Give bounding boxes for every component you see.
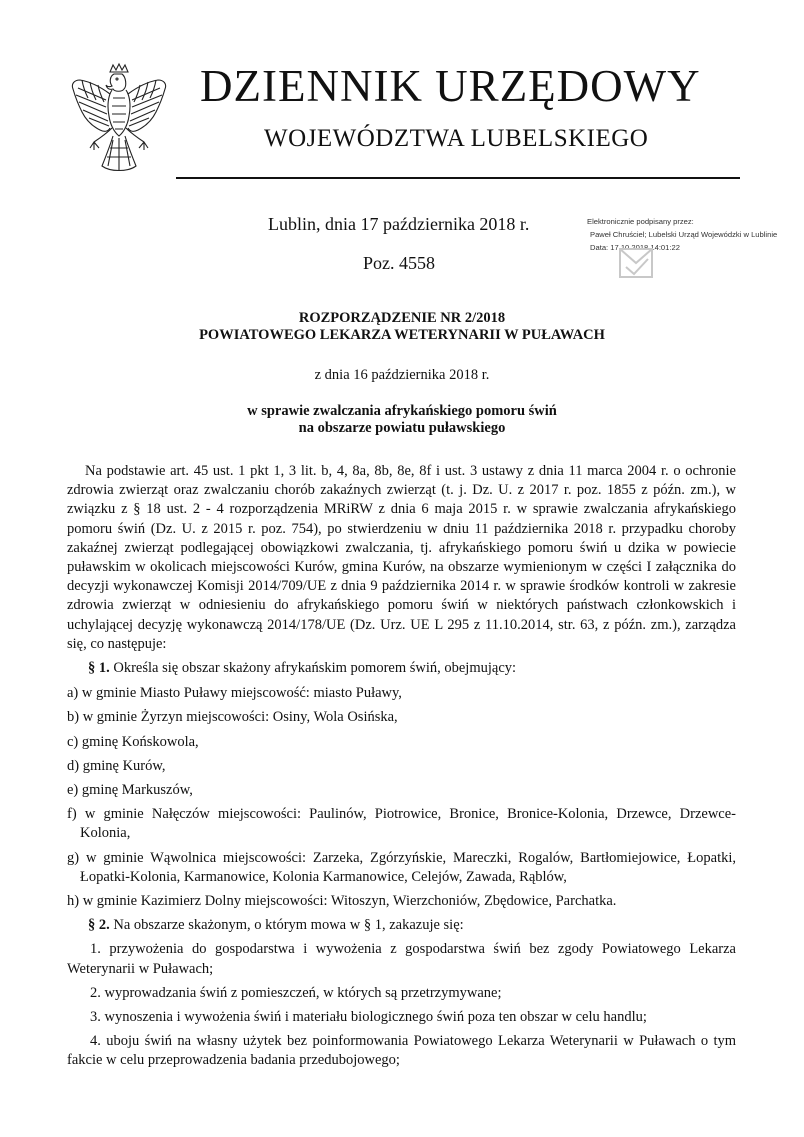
signature-signer: Paweł Chruściel; Lubelski Urząd Wojewódzki w Lublinie [590,230,778,239]
numbered-item: 3. wynoszenia i wywożenia świń i materiału biologicznego świń poza ten obszar w celu handlu; [90,1009,647,1026]
list-item: f) w gminie Nałęczów miejscowości: Paulinów, Piotrowice, Bronice, Bronice-Kolonia, Drzewce, Drzewce-Kolonia, [67,806,736,842]
list-item: c) gminę Końskowola, [67,733,199,750]
position-number: Poz. 4558 [363,253,435,273]
document-body [67,462,736,1071]
list-item: e) gminę Markuszów, [67,782,193,799]
list-item: g) w gminie Wąwolnica miejscowości: Zarzeka, Zgórzyńskie, Mareczki, Rogalów, Bartłomiejowice, Łopatki, Łopatki-Kolonia, Karmanowice, Kolonia Karmanowice, Celejów, Zawada, Rąblów, [67,849,736,885]
section-2-heading [67,916,736,935]
masthead-subtitle: WOJEWÓDZTWA LUBELSKIEGO [264,125,649,152]
list-item: a) w gminie Miasto Puławy miejscowość: miasto Puławy, [67,685,402,702]
numbered-item: 2. wyprowadzania świń z pomieszczeń, w których są przetrzymywane; [90,984,502,1001]
signature-label: Elektronicznie podpisany przez: [587,217,694,226]
signature-check-icon [614,245,658,281]
act-title [60,310,744,344]
section-1-heading [67,659,736,678]
section-2-text: Na obszarze skażonym, o którym mowa w § 1, zakazuje się: [109,917,464,934]
act-title-line1: ROZPORZĄDZENIE NR 2/2018 [298,310,506,326]
list-item: d) gminę Kurów, [67,757,166,774]
list-item: b) w gminie Żyrzyn miejscowości: Osiny, Wola Osińska, [67,709,398,726]
signature-date: Data: 17.10.2018 14:01:22 [590,243,680,252]
masthead-title: DZIENNIK URZĘDOWY [200,61,701,111]
act-subject-line2: na obszarze powiatu puławskiego [298,420,506,436]
act-subject-line1: w sprawie zwalczania afrykańskiego pomoru świń [247,403,557,419]
polish-eagle-emblem [66,62,172,180]
act-subject [60,403,744,437]
section-2-label: § 2. [88,917,110,934]
list-item: h) w gminie Kazimierz Dolny miejscowości: Witoszyn, Wierzchoniów, Zbędowice, Parchatka. [67,893,617,910]
act-title-line2: POWIATOWEGO LEKARZA WETERYNARII W PUŁAWACH [199,327,605,343]
publication-date: Lublin, dnia 17 października 2018 r. [268,214,530,234]
masthead-divider [176,177,740,179]
numbered-item: 4. uboju świń na własny użytek bez poinformowania Powiatowego Lekarza Weterynarii w Puławach o tym fakcie w celu przeprowadzenia badania przedubojowego; [67,1033,736,1069]
section-1-label: § 1. [88,660,110,677]
section-1-text: Określa się obszar skażony afrykańskim pomorem świń, obejmujący: [109,660,517,677]
act-date: z dnia 16 października 2018 r. [314,367,490,383]
numbered-item: 1. przywożenia do gospodarstwa i wywożenia z gospodarstwa świń bez zgody Powiatowego Lekarza Weterynarii w Puławach; [67,941,736,977]
preamble-paragraph: Na podstawie art. 45 ust. 1 pkt 1, 3 lit. b, 4, 8a, 8b, 8e, 8f i ust. 3 ustawy z dnia 11 marca 2004 r. o ochronie zdrowia zwierząt oraz zwalczaniu chorób zakaźnych zwierząt (t. j. Dz. U. z 2017 r. poz. 1855 z późn. zm.), w związku z § 18 ust. 2 - 4 rozporządzenia MRiRW z dnia 6 maja 2015 r. w sprawie zwalczania afrykańskiego pomoru świń (Dz. U. z 2015 r. poz. 754), po stwierdzeniu w dniu 11 października 2018 r. przypadku choroby zakaźnej zwierząt podlegającej obowiązkowi zwalczania, tj. afrykańskiego pomoru świń u dzika w powiecie puławskim w okolicach miejscowości Kurów, gmina Kurów, na obszarze wymienionym w części I załącznika do decyzji wykonawczej Komisji 2014/709/UE z dnia 9 października 2014 r. w sprawie środków kontroli w zakresie zdrowia zwierząt w odniesieniu do afrykańskiego pomoru świń w niektórych państwach członkowskich i uchylającej decyzję wykonawczą 2014/178/UE (Dz. Urz. UE L 295 z 11.10.2014, str. 63, z późn. zm.), zarządza się, co następuje: [67,463,736,652]
